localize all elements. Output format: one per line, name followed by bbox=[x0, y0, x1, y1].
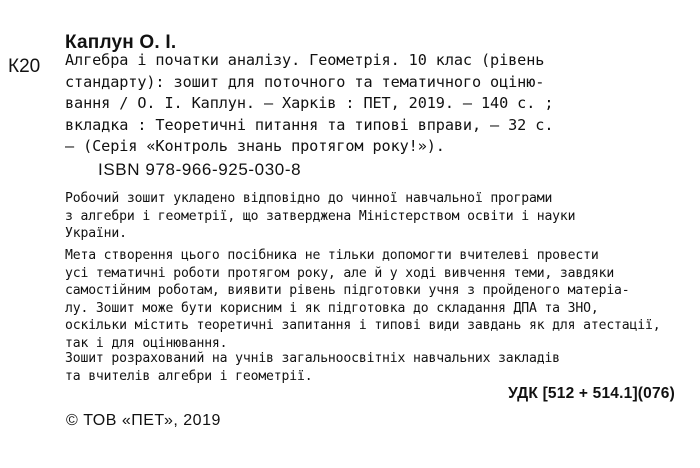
paragraph-line: так і для оцінювання. bbox=[65, 335, 228, 351]
paragraph-line: Зошит розрахований на учнів загальноосвітніх навчальних закладів bbox=[65, 351, 560, 366]
bib-line: вкладка : Теоретичні питання та типові вправи, — 32 с. bbox=[65, 115, 554, 134]
copyright-notice: © ТОВ «ПЕТ», 2019 bbox=[66, 412, 221, 429]
udc-classification: УДК [512 + 514.1](076) bbox=[508, 385, 675, 402]
paragraph-line: України. bbox=[65, 226, 127, 242]
annotation-paragraph bbox=[65, 247, 677, 353]
paragraph-line: усі тематичні роботи протягом року, але й у ході вивчення теми, завдяки bbox=[65, 265, 615, 281]
paragraph-line: самостійним роботам, виявити рівень підготовки учня з пройденого матеріа- bbox=[65, 283, 630, 299]
bibliographic-description bbox=[65, 50, 677, 158]
annotation-paragraph bbox=[65, 350, 677, 385]
paragraph-line: з алгебри і геометрії, що затверджена Міністерством освіти і науки bbox=[65, 208, 576, 224]
paragraph-line: оскільки містить теоретичні запитання і типові види завдань як для атестації, bbox=[65, 318, 661, 334]
annotation-paragraph bbox=[65, 190, 677, 243]
bib-line: вання / О. І. Каплун. — Харків : ПЕТ, 2019. — 140 с. ; bbox=[65, 94, 554, 112]
paragraph-line: та вчителів алгебри і геометрії. bbox=[65, 368, 313, 384]
bib-line: — (Серія «Контроль знань протягом року!»). bbox=[65, 137, 445, 155]
author-name: Каплун О. І. bbox=[65, 32, 177, 53]
catalog-code: К20 bbox=[8, 56, 41, 77]
bib-line: Алгебра і початки аналізу. Геометрія. 10 клас (рівень bbox=[65, 51, 545, 69]
bib-line: стандарту): зошит для поточного та тематичного оціню- bbox=[65, 72, 545, 91]
paragraph-line: лу. Зошит може бути корисним і як підготовка до складання ДПА та ЗНО, bbox=[65, 300, 599, 316]
paragraph-line: Робочий зошит укладено відповідно до чинної навчальної програми bbox=[65, 191, 553, 206]
isbn-number: ISBN 978-966-925-030-8 bbox=[98, 160, 302, 179]
paragraph-line: Мета створення цього посібника не тільки допомогти вчителеві провести bbox=[65, 248, 599, 263]
